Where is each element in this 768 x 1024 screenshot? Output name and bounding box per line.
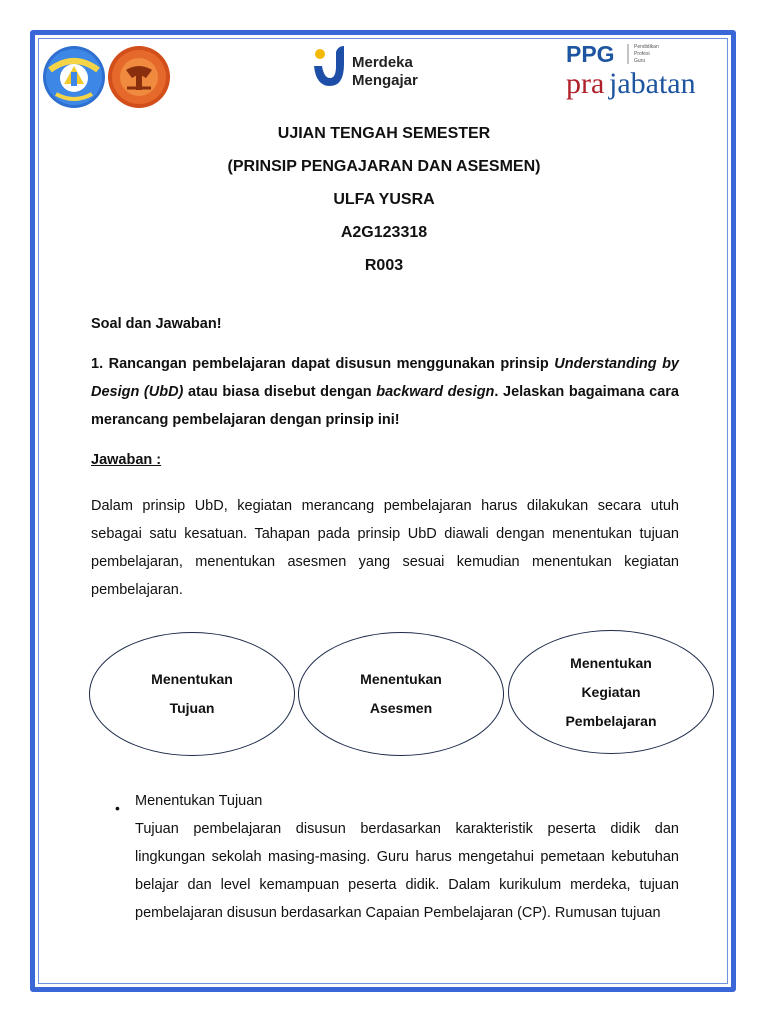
university-logo bbox=[108, 46, 170, 108]
section-title: Soal dan Jawaban! bbox=[91, 316, 222, 332]
bullet-title: Menentukan Tujuan bbox=[135, 793, 263, 809]
ppg-tagline-3: Guru bbox=[634, 58, 646, 64]
question-part-2: atau biasa disebut dengan bbox=[183, 384, 377, 400]
pra-text: pra bbox=[566, 67, 605, 100]
merdeka-text: Merdeka bbox=[352, 54, 413, 71]
answer-label: Jawaban : bbox=[91, 452, 162, 468]
question-part-1: 1. Rancangan pembelajaran dapat disusun menggunakan prinsip bbox=[91, 356, 555, 372]
student-name: ULFA YUSRA bbox=[333, 191, 435, 208]
bullet-icon: • bbox=[115, 800, 120, 816]
class-code: R003 bbox=[364, 257, 404, 274]
question-part-3: . Jelaskan bagaimana cara merancang pembelajaran dengan prinsip ini! bbox=[91, 384, 679, 428]
question-text bbox=[91, 350, 679, 434]
mengajar-text: Mengajar bbox=[352, 72, 418, 89]
ppg-prajabatan-logo bbox=[562, 38, 732, 105]
student-id: A2G123318 bbox=[340, 224, 428, 241]
ppg-text: PPG bbox=[566, 41, 615, 67]
jabatan-text: jabatan bbox=[609, 67, 696, 100]
answer-paragraph: Dalam prinsip UbD, kegiatan merancang pembelajaran harus dilakukan secara utuh sebagai satu kesatuan. Tahapan pada prinsip UbD diawali dengan menentukan tujuan pembelajaran, menentukan asesmen yang sesuai kemudian menentukan kegiatan pembelajaran. bbox=[91, 498, 679, 598]
diagram-step-kegiatan bbox=[508, 630, 714, 754]
step-line: Menentukan bbox=[360, 671, 442, 687]
question-italic-2: backward design bbox=[376, 384, 495, 400]
merdeka-mengajar-logo bbox=[310, 44, 440, 101]
step-line: Pembelajaran bbox=[565, 712, 657, 729]
course-title: (PRINSIP PENGAJARAN DAN ASESMEN) bbox=[227, 158, 541, 175]
merdeka-mengajar-icon bbox=[314, 46, 344, 86]
diagram-step-asesmen bbox=[298, 632, 504, 756]
step-line: Menentukan bbox=[151, 671, 233, 687]
exam-title: UJIAN TENGAH SEMESTER bbox=[277, 125, 491, 142]
step-line: Menentukan bbox=[570, 654, 652, 671]
step-line: Asesmen bbox=[369, 700, 433, 716]
step-line: Tujuan bbox=[169, 700, 215, 716]
bullet-body: Tujuan pembelajaran disusun berdasarkan karakteristik peserta didik dan lingkungan sekolah masing-masing. Guru harus mengetahui pemetaan kebutuhan belajar dan level kemampuan peserta didik. Dalam kurikulum merdeka, tujuan pembelajaran disusun berdasarkan Capaian Pembelajaran (CP). Rumusan tujuan bbox=[135, 821, 679, 921]
ppg-tagline-1: Pendidikan bbox=[634, 44, 659, 50]
diagram-step-tujuan bbox=[89, 632, 295, 756]
tut-wuri-handayani-logo bbox=[43, 46, 105, 108]
document-header bbox=[0, 120, 768, 285]
left-logos bbox=[42, 44, 172, 115]
ppg-tagline-2: Profesi bbox=[634, 51, 650, 57]
step-line: Kegiatan bbox=[581, 683, 641, 700]
question-italic-1: Understanding by Design (UbD) bbox=[91, 356, 679, 400]
